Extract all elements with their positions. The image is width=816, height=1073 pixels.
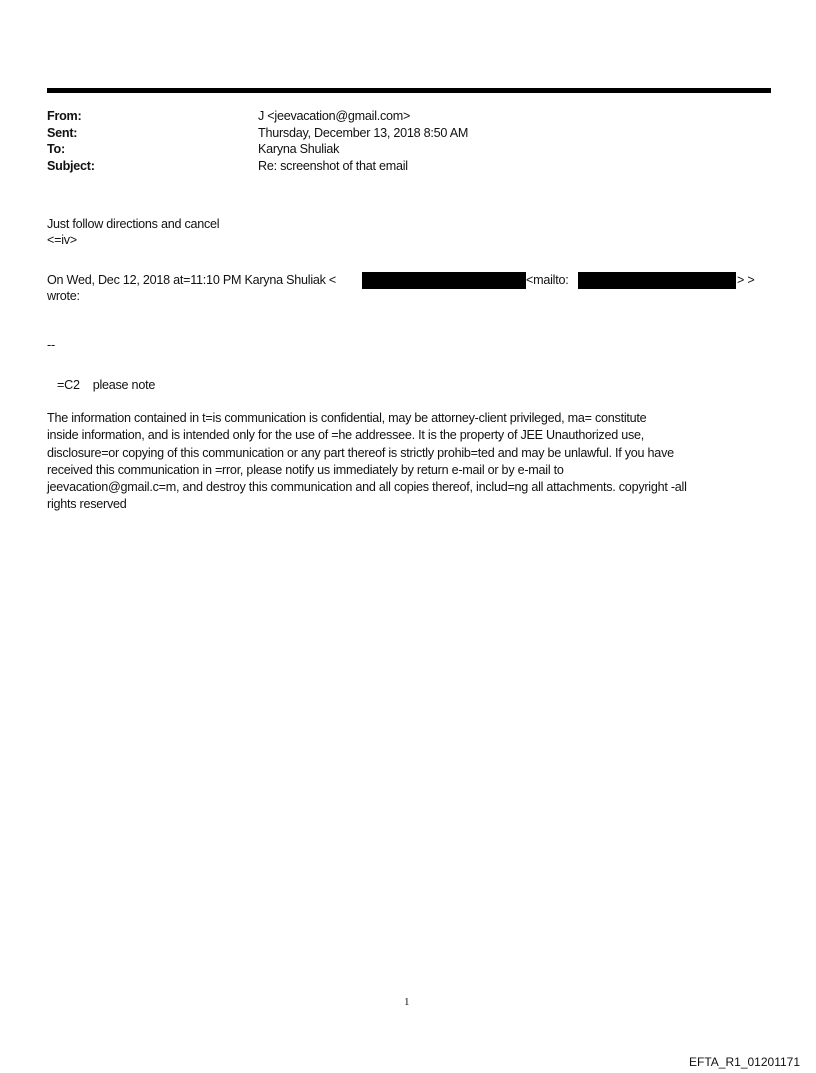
signature-separator: -- <box>47 338 55 352</box>
disclaimer-line: received this communication in =rror, please notify us immediately by return e-mail or by e-mail to <box>47 462 564 477</box>
body-line: Just follow directions and cancel <box>47 217 220 231</box>
disclaimer-line: inside information, and is intended only for the use of =he addressee. It is the property of JEE Unauthorized use, <box>47 428 645 443</box>
to-value: Karyna Shuliak <box>258 142 340 156</box>
quote-wrote: wrote: <box>47 289 80 303</box>
body-line: <=iv> <box>47 233 77 247</box>
quote-end: > > <box>737 273 755 287</box>
disclaimer-line: The information contained in t=is communication is confidential, may be attorney-client privileged, ma= constitute <box>47 411 647 425</box>
sent-value: Thursday, December 13, 2018 8:50 AM <box>258 125 469 140</box>
from-value: J <jeevacation@gmail.com> <box>258 109 411 123</box>
quote-header: On Wed, Dec 12, 2018 at=11:10 PM Karyna Shuliak < <box>47 273 337 287</box>
disclaimer <box>47 410 687 514</box>
to-label: To: <box>47 142 65 156</box>
header-rule <box>47 88 771 93</box>
sent-label: Sent: <box>47 125 78 140</box>
redaction-box <box>578 272 736 289</box>
disclaimer-line: jeevacation@gmail.c=m, and destroy this communication and all copies thereof, includ=ng all attachments. copyright -all <box>47 480 687 495</box>
page-number: 1 <box>404 996 410 1008</box>
quote-mailto: <mailto: <box>526 273 569 287</box>
disclaimer-line: disclosure=or copying of this communication or any part thereof is strictly prohib=ted and may be unlawful. If you have <box>47 445 674 460</box>
subject-label: Subject: <box>47 158 95 173</box>
from-label: From: <box>47 109 82 123</box>
document-id: EFTA_R1_01201171 <box>689 1055 800 1069</box>
redaction-box <box>362 272 526 289</box>
note-line: =C2 please note <box>57 378 156 392</box>
disclaimer-line: rights reserved <box>47 497 127 512</box>
subject-value: Re: screenshot of that email <box>258 158 408 173</box>
